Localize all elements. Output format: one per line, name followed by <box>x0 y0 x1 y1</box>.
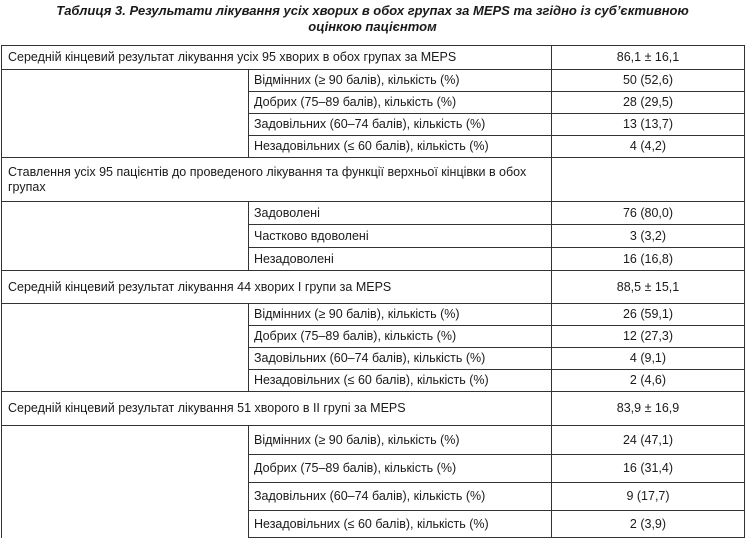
row-label: Задовільних (60–74 балів), кількість (%) <box>249 348 552 370</box>
row-label: Відмінних (≥ 90 балів), кількість (%) <box>249 70 552 92</box>
row-label: Відмінних (≥ 90 балів), кількість (%) <box>249 304 552 326</box>
row-label: Незадоволені <box>249 248 552 271</box>
row-value: 16 (16,8) <box>552 248 745 271</box>
table-row <box>2 70 745 92</box>
caption-line-1: Таблиця 3. Результати лікування усіх хворих в обох групах за MEPS та згідно із суб’єктивною <box>56 3 689 18</box>
row-value: 24 (47,1) <box>552 426 745 455</box>
section-row <box>2 158 745 202</box>
section-row <box>2 46 745 70</box>
results-table <box>1 45 745 538</box>
section-title: Середній кінцевий результат лікування 44 хворих I групи за MEPS <box>2 271 552 304</box>
row-label: Задовільних (60–74 балів), кількість (%) <box>249 483 552 511</box>
row-value: 26 (59,1) <box>552 304 745 326</box>
row-label: Частково вдоволені <box>249 225 552 248</box>
row-value: 4 (4,2) <box>552 136 745 158</box>
section-title: Середній кінцевий результат лікування усіх 95 хворих в обох групах за MEPS <box>2 46 552 70</box>
row-value: 2 (3,9) <box>552 511 745 538</box>
section-title: Середній кінцевий результат лікування 51 хворого в II групі за MEPS <box>2 392 552 426</box>
section-row <box>2 392 745 426</box>
row-value: 13 (13,7) <box>552 114 745 136</box>
row-value: 2 (4,6) <box>552 370 745 392</box>
row-label: Незадовільних (≤ 60 балів), кількість (%) <box>249 511 552 538</box>
spacer-cell <box>2 426 249 538</box>
table-row <box>2 304 745 326</box>
row-value: 28 (29,5) <box>552 92 745 114</box>
section-value <box>552 158 745 202</box>
row-label: Добрих (75–89 балів), кількість (%) <box>249 455 552 483</box>
table-row <box>2 202 745 225</box>
row-value: 3 (3,2) <box>552 225 745 248</box>
row-label: Задовільних (60–74 балів), кількість (%) <box>249 114 552 136</box>
section-row <box>2 271 745 304</box>
row-value: 76 (80,0) <box>552 202 745 225</box>
spacer-cell <box>2 202 249 271</box>
section-title: Ставлення усіх 95 пацієнтів до проведеного лікування та функції верхньої кінцівки в обох групах <box>2 158 552 202</box>
row-value: 9 (17,7) <box>552 483 745 511</box>
spacer-cell <box>2 304 249 392</box>
row-label: Відмінних (≥ 90 балів), кількість (%) <box>249 426 552 455</box>
row-label: Задоволені <box>249 202 552 225</box>
row-value: 16 (31,4) <box>552 455 745 483</box>
table-row <box>2 426 745 455</box>
spacer-cell <box>2 70 249 158</box>
section-value: 83,9 ± 16,9 <box>552 392 745 426</box>
row-label: Добрих (75–89 балів), кількість (%) <box>249 92 552 114</box>
row-value: 50 (52,6) <box>552 70 745 92</box>
row-value: 4 (9,1) <box>552 348 745 370</box>
caption-line-2: оцінкою пацієнтом <box>308 19 437 34</box>
section-value: 88,5 ± 15,1 <box>552 271 745 304</box>
row-label: Добрих (75–89 балів), кількість (%) <box>249 326 552 348</box>
section-value: 86,1 ± 16,1 <box>552 46 745 70</box>
row-label: Незадовільних (≤ 60 балів), кількість (%) <box>249 136 552 158</box>
table-caption <box>0 3 745 35</box>
row-label: Незадовільних (≤ 60 балів), кількість (%) <box>249 370 552 392</box>
row-value: 12 (27,3) <box>552 326 745 348</box>
